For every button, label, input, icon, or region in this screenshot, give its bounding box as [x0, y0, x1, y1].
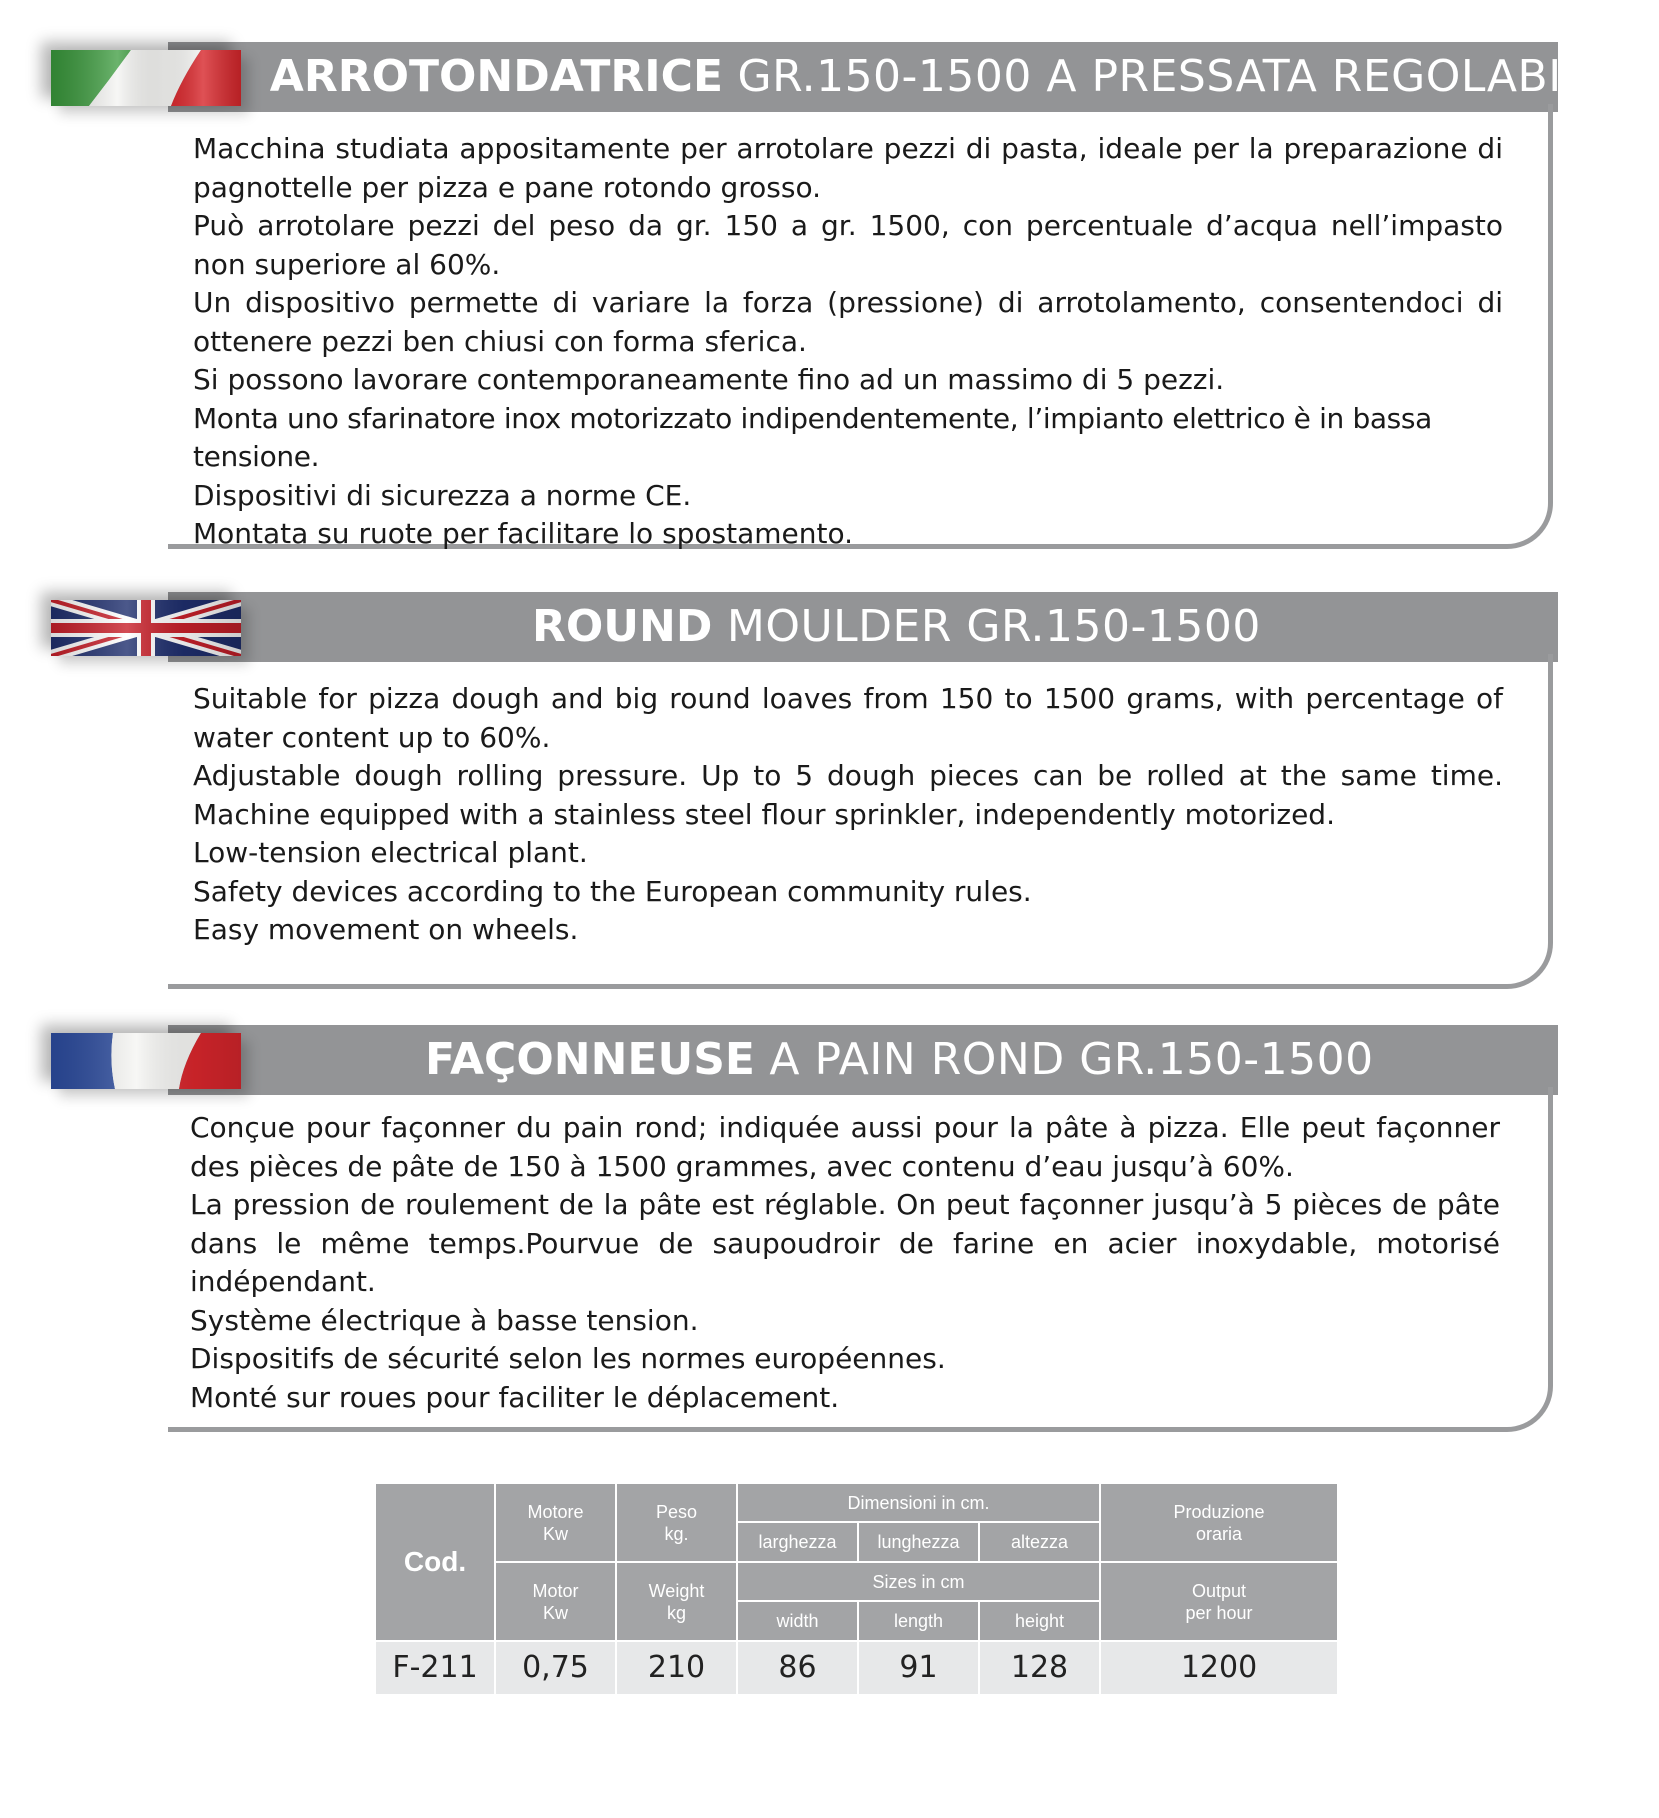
title-rest: GR.150-1500 A PRESSATA REGOLABILE: [723, 51, 1615, 102]
title-bold: ROUND: [532, 601, 713, 652]
title-rest: MOULDER GR.150-1500: [712, 601, 1261, 652]
paragraph: Dispositifs de sécurité selon les normes européennes.: [190, 1342, 946, 1375]
motor-header-en: Motor Kw: [495, 1562, 616, 1641]
italy-flag-icon: [51, 50, 241, 106]
dimensions-header-it: Dimensioni in cm.: [737, 1483, 1100, 1522]
section-english: [0, 592, 1659, 992]
cell-motor: 0,75: [495, 1641, 616, 1695]
title-rest: A PAIN ROND GR.150-1500: [754, 1034, 1374, 1085]
table-row: [375, 1641, 1338, 1695]
output-header-en: Output per hour: [1100, 1562, 1338, 1641]
specs-table: [374, 1482, 1339, 1696]
cell-length: 91: [858, 1641, 979, 1695]
paragraph: Si possono lavorare contemporaneamente fino ad un massimo di 5 pezzi.: [193, 363, 1225, 396]
output-header-it: Produzione oraria: [1100, 1483, 1338, 1562]
paragraph: Safety devices according to the European community rules.: [193, 874, 1032, 908]
section-title: [270, 42, 1615, 112]
cell-output: 1200: [1100, 1641, 1338, 1695]
paragraph: Suitable for pizza dough and big round loaves from 150 to 1500 grams, with percentage of water content up to 60%.: [193, 682, 1503, 754]
paragraph: Monta uno sfarinatore inox motorizzato indipendentemente, l’impianto elettrico è in bassa tensione.: [193, 401, 1432, 473]
paragraph: Easy movement on wheels.: [193, 913, 579, 946]
paragraph: Adjustable dough rolling pressure. Up to 5 dough pieces can be rolled at the same time. Machine equipped with a stainless steel flour sprinkler, independently motorized.: [193, 759, 1503, 831]
paragraph: La pression de roulement de la pâte est réglable. On peut façonner jusqu’à 5 pièces de pâte dans le même temps.Pourvue de saupoudroir de farine en acier inoxydable, motorisé indépendant.: [190, 1188, 1500, 1298]
paragraph: Macchina studiata appositamente per arrotolare pezzi di pasta, ideale per la preparazione di pagnottelle per pizza e pane rotondo grosso.: [193, 132, 1503, 204]
paragraph: Può arrotolare pezzi del peso da gr. 150 a gr. 1500, con percentuale d’acqua nell’impasto non superiore al 60%.: [193, 209, 1503, 281]
section-text: [190, 1109, 1500, 1417]
paragraph: Système électrique à basse tension.: [190, 1303, 699, 1337]
paragraph: Monté sur roues pour faciliter le déplacement.: [190, 1380, 840, 1414]
cell-cod: F-211: [375, 1641, 495, 1695]
paragraph: Dispositivi di sicurezza a norme CE.: [193, 478, 692, 512]
motor-header-it: Motore Kw: [495, 1483, 616, 1562]
paragraph: Montata su ruote per facilitare lo spostamento.: [193, 517, 854, 550]
paragraph: Conçue pour façonner du pain rond; indiquée aussi pour la pâte à pizza. Elle peut façonner des pièces de pâte de 150 à 1500 grammes, avec contenu d’eau jusqu’à 60%.: [190, 1111, 1500, 1183]
section-french: [0, 1025, 1659, 1425]
section-text: [193, 130, 1503, 554]
uk-flag-icon: [51, 600, 241, 656]
title-bold: ARROTONDATRICE: [269, 51, 723, 102]
length-header-it: lunghezza: [858, 1522, 979, 1562]
cod-header: Cod.: [375, 1483, 495, 1641]
section-italian: [0, 42, 1659, 562]
length-header-en: length: [858, 1601, 979, 1641]
dimensions-header-en: Sizes in cm: [737, 1562, 1100, 1601]
title-bold: FAÇONNEUSE: [425, 1034, 755, 1085]
section-title: [425, 1025, 1374, 1095]
france-flag-icon: [51, 1033, 241, 1089]
weight-header-it: Peso kg.: [616, 1483, 737, 1562]
cell-width: 86: [737, 1641, 858, 1695]
weight-header-en: Weight kg: [616, 1562, 737, 1641]
width-header-en: width: [737, 1601, 858, 1641]
height-header-en: height: [979, 1601, 1100, 1641]
height-header-it: altezza: [979, 1522, 1100, 1562]
cell-weight: 210: [616, 1641, 737, 1695]
section-text: [193, 680, 1503, 950]
paragraph: Low-tension electrical plant.: [193, 836, 588, 869]
section-title: [532, 592, 1261, 662]
paragraph: Un dispositivo permette di variare la forza (pressione) di arrotolamento, consentendoci di ottenere pezzi ben chiusi con forma sferica.: [193, 286, 1503, 358]
cell-height: 128: [979, 1641, 1100, 1695]
width-header-it: larghezza: [737, 1522, 858, 1562]
